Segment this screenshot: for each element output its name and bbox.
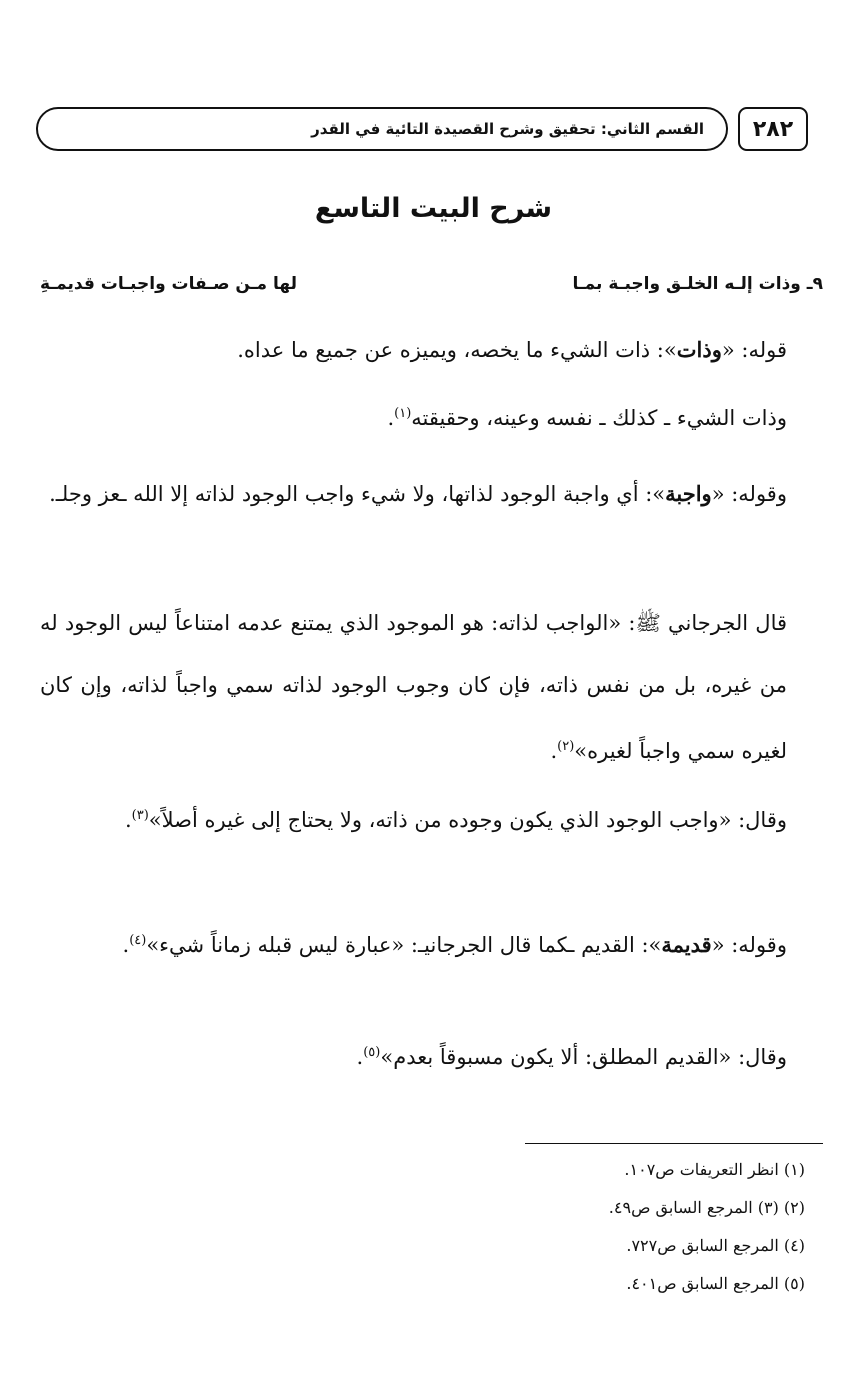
paragraph-text: »: القديم ـكما قال الجرجانيـ: «عبارة ليس قبله زماناً شيء» bbox=[146, 933, 662, 957]
paragraph-text: وقوله: « bbox=[711, 933, 787, 957]
paragraph bbox=[40, 334, 823, 366]
footnote-ref: (١) bbox=[394, 406, 412, 421]
verse-first-hemistich: ٩ـ وذات إلـه الخلـق واجبـة بمـا bbox=[572, 274, 823, 294]
footnote-ref: (٣) bbox=[131, 808, 149, 823]
paragraph-text: وذات الشيء ـ كذلك ـ نفسه وعينه، وحقيقته bbox=[411, 406, 787, 430]
paragraph-text: وقال: «القديم المطلق: ألا يكون مسبوقاً بعدم» bbox=[380, 1045, 787, 1069]
paragraph: وقال: «القديم المطلق: ألا يكون مسبوقاً بعدم»$^{(٥)}$. bbox=[356, 1045, 787, 1069]
paragraph: وقال: «واجب الوجود الذي يكون وجوده من ذاته، ولا يحتاج إلى غيره أصلاً»$^{(٣)}$. bbox=[124, 808, 787, 832]
footnote: (١) انظر التعريفات ص١٠٧. bbox=[624, 1160, 805, 1179]
paragraph-text: وقال: «واجب الوجود الذي يكون وجوده من ذاته، ولا يحتاج إلى غيره أصلاً» bbox=[148, 808, 787, 832]
footnote: (٢) (٣) المرجع السابق ص٤٩. bbox=[608, 1198, 805, 1217]
term-highlight: قديمة bbox=[661, 932, 712, 957]
running-title bbox=[36, 107, 728, 151]
term-highlight: وذات bbox=[676, 337, 722, 362]
footnote: (٤) المرجع السابق ص٧٢٧. bbox=[626, 1236, 805, 1255]
paragraph-text: قوله: « bbox=[721, 338, 787, 362]
footnote-divider bbox=[525, 1143, 823, 1144]
footnotes bbox=[40, 1160, 805, 1312]
footnote: (٥) المرجع السابق ص٤٠١. bbox=[626, 1274, 805, 1293]
paragraph-text: وقوله: « bbox=[711, 482, 787, 506]
page-number: ٢٨٢ bbox=[738, 107, 808, 151]
paragraph bbox=[40, 462, 823, 526]
running-title-text: القسم الثاني: تحقيق وشرح القصيدة التائية في القدر bbox=[311, 120, 704, 138]
paragraph-text: »: ذات الشيء ما يخصه، ويميزه عن جميع ما عداه. bbox=[237, 338, 677, 362]
paragraph-text: »: أي واجبة الوجود لذاتها، ولا شيء واجب الوجود لذاته إلا الله ـعز وجلـ. bbox=[49, 482, 666, 506]
footnote-ref: (٤) bbox=[129, 933, 147, 948]
page-header bbox=[36, 107, 808, 155]
section-heading: شرح البيت التاسع bbox=[314, 193, 553, 224]
footnote-ref: (٥) bbox=[363, 1045, 381, 1060]
paragraph: وذات الشيء ـ كذلك ـ نفسه وعينه، وحقيقته$^{(١)}$. bbox=[387, 406, 787, 430]
paragraph: قال الجرجاني ﷺ: «الواجب لذاته: هو الموجود الذي يمتنع عدمه امتناعاً ليس الوجود له من غيره، بل من نفس ذاته، فإن كان وجوب الوجود لذاته سمي واجباً لذاته، وإن كان لغيره سمي واجباً لغيره»$^{(٢)}$. bbox=[40, 611, 787, 763]
poem-verse bbox=[40, 270, 823, 304]
term-highlight: واجبة bbox=[665, 481, 712, 506]
paragraph-text: قال الجرجاني ﷺ: «الواجب لذاته: هو الموجود الذي يمتنع عدمه امتناعاً ليس الوجود له من غيره، بل من نفس ذاته، فإن كان وجوب الوجود لذاته سمي واجباً لذاته، وإن كان لغيره سمي واجباً لغيره» bbox=[40, 611, 787, 763]
paragraph: وقوله: «قديمة»: القديم ـكما قال الجرجانيـ: «عبارة ليس قبله زماناً شيء»$^{(٤)}$. bbox=[122, 932, 787, 957]
verse-second-hemistich: لها مـن صـفات واجبـات قديمـةِ bbox=[40, 274, 297, 294]
footnote-ref: (٢) bbox=[557, 739, 575, 754]
